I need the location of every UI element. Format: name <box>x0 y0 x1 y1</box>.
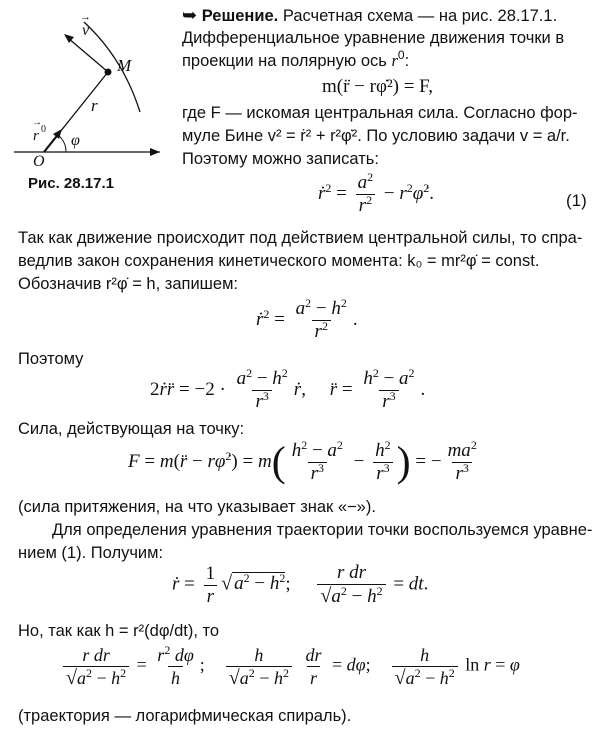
velocity-vector <box>68 38 108 72</box>
equation-motion: m(r̈ − rφ̇²) = F, <box>322 76 433 97</box>
conclusion-line: (траектория — логарифмическая спираль). <box>18 707 352 725</box>
pointer-icon: ➥ <box>182 5 198 25</box>
therefore-line: Поэтому <box>18 350 84 368</box>
figure-caption: Рис. 28.17.1 <box>28 175 114 192</box>
solution-line-2: Дифференциальное уравнение движения точки в <box>182 29 565 47</box>
force-intro-line: Сила, действующая на точку: <box>18 420 245 438</box>
para1-line-3: Обозначив r²φ̇ = h, запишем: <box>18 275 239 293</box>
solution-line-1 <box>182 4 557 27</box>
but-line: Но, так как h = r²(dφ/dt), то <box>18 622 220 640</box>
label-O: O <box>33 153 45 170</box>
polar-axis-arrow <box>150 148 160 156</box>
solution-line-3d: : <box>404 52 410 70</box>
para1-line-1: Так как движение происходит под действием центральной силы, то спра- <box>18 229 583 247</box>
solution-line-4: где F — искомая центральная сила. Согласно фор- <box>182 104 578 122</box>
label-v-arrow: → <box>80 11 91 23</box>
equation-rdot-squared: ṙ$^2$ = $\frac{a^2 - h^2}{r^2}$ . <box>256 296 358 342</box>
solution-line-3-r: r <box>391 51 398 70</box>
para2-line-1: Для определения уравнения траектории точки воспользуемся уравне- <box>52 521 593 539</box>
point-M <box>105 69 112 76</box>
label-r0: r <box>33 128 39 144</box>
attraction-line: (сила притяжения, на что указывает знак «−»). <box>18 498 376 516</box>
para2-line-2: нием (1). Получим: <box>18 544 164 562</box>
label-phi: φ <box>71 132 80 149</box>
solution-line-5: муле Бине v² = ṙ² + r²φ̇². По условию задачи v = a/r. <box>182 127 570 145</box>
figure-diagram <box>0 0 180 175</box>
solution-line-3 <box>182 50 409 72</box>
label-r0-arrow: → <box>32 117 42 128</box>
label-r0-sup: 0 <box>41 124 46 135</box>
equation-force: F = m(r̈ − rφ̇$^2$) = m( $\frac{h^2 - a^2}{r^3}$ − $\frac{h^2}{r^3}$ ) = − $\frac{ma^2}{r^3}$ <box>128 438 477 486</box>
equation-final: $\frac{\text{r dr}}{√a^2 - h^2}$ = $\frac{r^2 d\varphi}{h}$ ; $\frac{h}{√a^2 - h^2}$ $\frac{dr}{r}$ = dφ; $\frac{h}{√a^2 - h^2}$ ln r = φ <box>60 644 520 689</box>
solution-heading: Решение. <box>201 7 279 25</box>
label-v: v <box>82 22 90 39</box>
equation-rdot-sqrt: ṙ = $\frac{1}{r}$ √ $a^2 - h^2$; $\frac{\text{r dr}}{√a^2 - h^2}$ = dt. <box>172 562 429 607</box>
solution-line-3-sup: 0 <box>397 48 405 62</box>
equation-rddot: 2ṙr̈ = −2 · $\frac{a^2 - h^2}{r^3}$ ṙ, r̈ = $\frac{h^2 - a^2}{r^3}$ . <box>150 366 426 412</box>
solution-line-6: Поэтому можно записать: <box>182 150 379 168</box>
label-r: r <box>91 96 98 115</box>
equation-1: ṙ$^2$ = $\frac{a^2}{r^2}$ − $r^2\varphi̇^2$. <box>318 170 435 216</box>
solution-line-3a: проекции на полярную ось <box>182 52 387 70</box>
label-M: M <box>117 56 132 75</box>
equation-1-number: (1) <box>566 191 587 210</box>
para1-line-2: ведлив закон сохранения кинетического момента: k₀ = mr²φ̇ = const. <box>18 252 540 270</box>
solution-text-1: Расчетная схема — на рис. 28.17.1. <box>282 7 558 25</box>
